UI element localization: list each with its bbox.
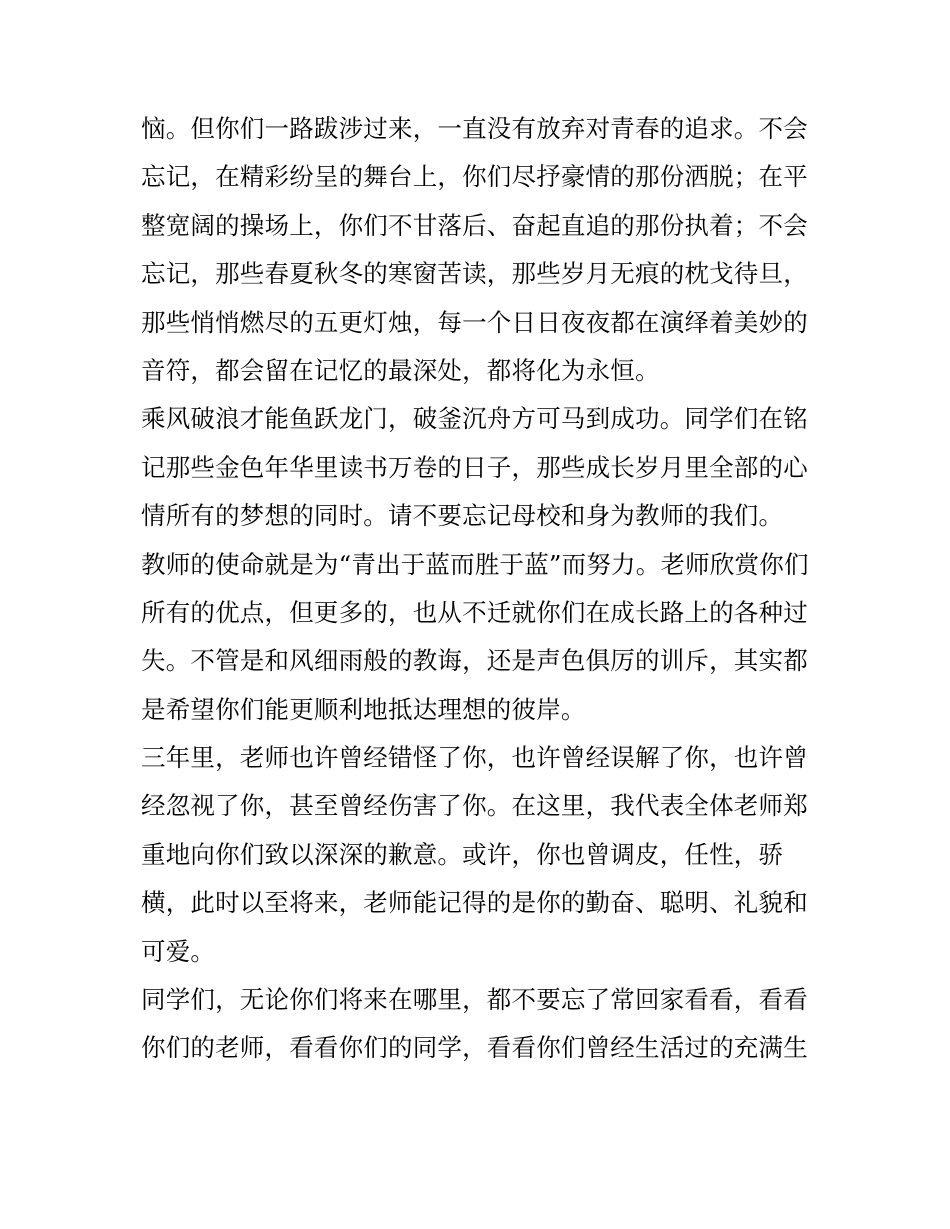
text-line: 情所有的梦想的同时。请不要忘记母校和身为教师的我们。 xyxy=(141,501,784,531)
text-line: 整宽阔的操场上，你们不甘落后、奋起直追的那份执着；不会 xyxy=(141,210,808,240)
text-line: 经忽视了你，甚至曾经伤害了你。在这里，我代表全体老师郑 xyxy=(141,791,808,821)
text-line: 忘记，那些春夏秋冬的寒窗苦读，那些岁月无痕的枕戈待旦， xyxy=(141,259,808,289)
text-line: 失。不管是和风细雨般的教诲，还是声色俱厉的训斥，其实都 xyxy=(141,646,808,676)
text-line: 重地向你们致以深深的歉意。或许，你也曾调皮，任性，骄 xyxy=(141,839,784,869)
text-line: 恼。但你们一路跋涉过来，一直没有放弃对青春的追求。不会 xyxy=(141,114,808,143)
paragraph-2 xyxy=(141,395,813,540)
paragraph-1 xyxy=(141,105,813,395)
paragraph-4 xyxy=(141,734,813,976)
paragraph-5 xyxy=(141,976,813,1073)
text-line: 可爱。 xyxy=(141,936,216,966)
text-line: 所有的优点，但更多的，也从不迁就你们在成长路上的各种过 xyxy=(141,597,808,627)
text-line: 是希望你们能更顺利地抵达理想的彼岸。 xyxy=(141,694,586,724)
text-line: 音符，都会留在记忆的最深处，都将化为永恒。 xyxy=(141,355,660,385)
document-body xyxy=(141,105,813,1073)
paragraph-3 xyxy=(141,541,813,735)
text-line: 记那些金色年华里读书万卷的日子，那些成长岁月里全部的心 xyxy=(141,452,808,482)
text-line: 忘记，在精彩纷呈的舞台上，你们尽抒豪情的那份洒脱；在平 xyxy=(141,162,808,192)
text-line: 乘风破浪才能鱼跃龙门，破釜沉舟方可马到成功。同学们在铭 xyxy=(141,404,808,434)
text-line: 你们的老师，看看你们的同学，看看你们曾经生活过的充满生 xyxy=(141,1033,808,1063)
text-line: 那些悄悄燃尽的五更灯烛，每一个日日夜夜都在演绎着美妙的 xyxy=(141,307,808,337)
text-line: 横，此时以至将来，老师能记得的是你的勤奋、聪明、礼貌和 xyxy=(141,888,808,918)
text-line: 三年里，老师也许曾经错怪了你，也许曾经误解了你，也许曾 xyxy=(141,743,808,773)
text-line: 教师的使命就是为“青出于蓝而胜于蓝”而努力。老师欣赏你们 xyxy=(141,549,809,579)
text-line: 同学们，无论你们将来在哪里，都不要忘了常回家看看，看看 xyxy=(141,985,808,1015)
